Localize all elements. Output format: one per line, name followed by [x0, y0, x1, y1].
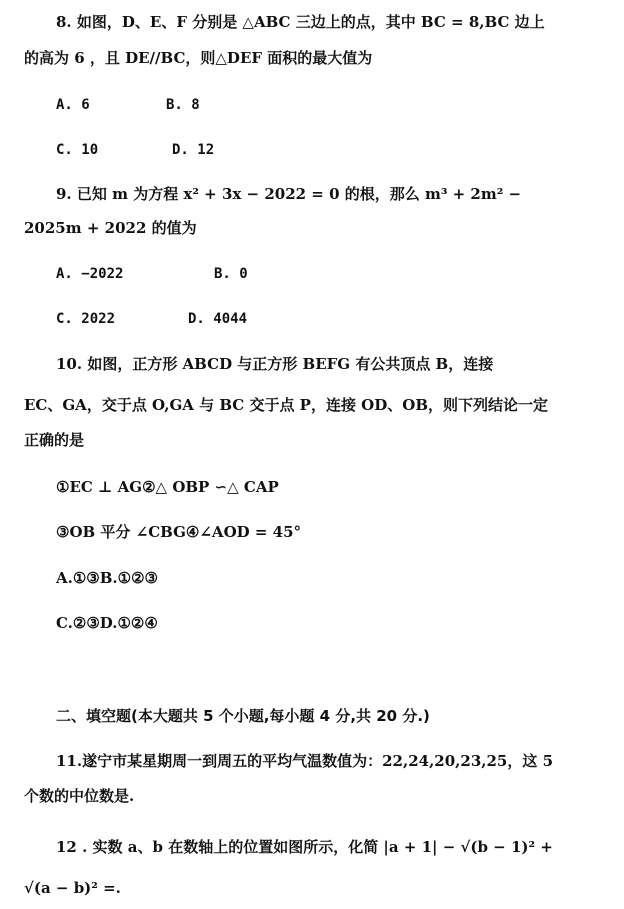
option-label: C.	[56, 311, 73, 327]
q10-line1: 10. 如图，正方形 ABCD 与正方形 BEFG 有公共顶点 B，连接	[56, 355, 494, 373]
q10-statement-1-2: ①EC ⊥ AG②△ OBP ∽△ CAP	[56, 478, 279, 496]
option-value: 10	[81, 142, 99, 158]
option-label: B.	[166, 97, 183, 113]
q9-line1: 9. 已知 m 为方程 x² + 3x − 2022 = 0 的根，那么 m³ + 2m² −	[56, 185, 522, 203]
q12-line1: 12 . 实数 a、b 在数轴上的位置如图所示，化简 |a + 1| − √(b − 1)² +	[56, 838, 553, 856]
q11-line2: 个数的中位数是.	[24, 787, 135, 805]
q9-option-c	[56, 310, 115, 328]
option-label: D.	[172, 142, 189, 158]
q8-option-a	[56, 96, 90, 114]
q10-options-cd: C.②③D.①②④	[56, 614, 158, 632]
option-label: B.	[214, 266, 231, 282]
q9-option-d	[188, 310, 247, 328]
q8-option-c	[56, 141, 98, 159]
option-value: 6	[81, 97, 90, 113]
q8-line2: 的高为 6 ，且 DE//BC，则△DEF 面积的最大值为	[24, 49, 373, 67]
q9-option-b	[214, 265, 248, 283]
q8-option-b	[166, 96, 200, 114]
q9-line2: 2025m + 2022 的值为	[24, 219, 197, 237]
q8-option-d	[172, 141, 214, 159]
q8-line1: 8. 如图，D、E、F 分别是 △ABC 三边上的点，其中 BC = 8,BC 边上	[56, 13, 545, 31]
option-label: C.	[56, 142, 73, 158]
q9-option-a	[56, 265, 123, 283]
section-fill-in-title: 二、填空题(本大题共 5 个小题,每小题 4 分,共 20 分.)	[56, 707, 430, 725]
option-value: 4044	[213, 311, 248, 327]
q10-options-ab: A.①③B.①②③	[56, 569, 158, 587]
q10-statement-3-4: ③OB 平分 ∠CBG④∠AOD = 45°	[56, 523, 302, 541]
option-label: A.	[56, 97, 73, 113]
option-value: −2022	[81, 266, 124, 282]
option-value: 2022	[81, 311, 116, 327]
q12-line2: √(a − b)² =.	[24, 879, 121, 897]
option-label: A.	[56, 266, 73, 282]
option-value: 8	[191, 97, 200, 113]
option-label: D.	[188, 311, 205, 327]
q10-line3: 正确的是	[24, 431, 85, 449]
option-value: 0	[239, 266, 248, 282]
q11-line1: 11.遂宁市某星期周一到周五的平均气温数值为：22,24,20,23,25，这 5	[56, 752, 554, 770]
q10-line2: EC、GA，交于点 O,GA 与 BC 交于点 P，连接 OD、OB，则下列结论一定	[24, 396, 549, 414]
option-value: 12	[197, 142, 215, 158]
